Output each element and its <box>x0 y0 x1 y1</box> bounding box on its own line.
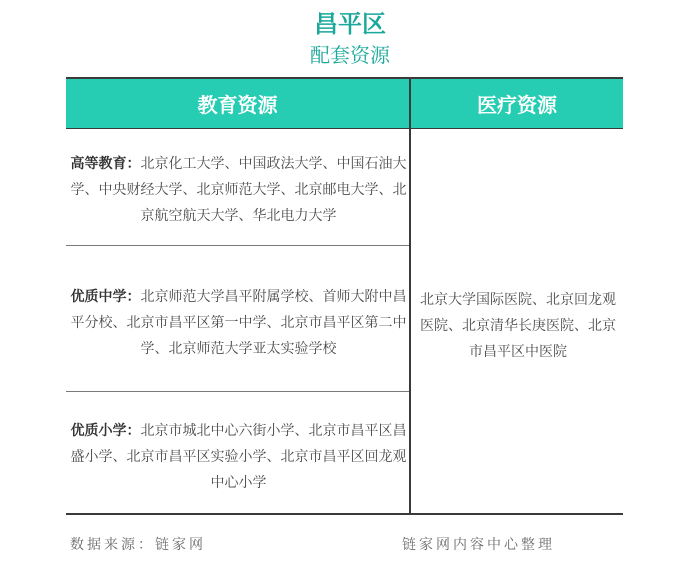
data-source-note: 数据来源：链家网 <box>70 537 206 553</box>
row-divider <box>66 245 409 246</box>
page-subtitle: 配套资源 <box>310 43 390 67</box>
row-divider <box>66 391 409 392</box>
row-text: 北京市城北中心六街小学、北京市昌平区昌盛小学、北京市昌平区实验小学、北京市昌平区回龙观中心小学 <box>70 423 407 491</box>
row-label: 优质小学： <box>70 423 141 439</box>
column-header-education: 教育资源 <box>66 79 409 128</box>
table-bottom-rule <box>66 513 623 515</box>
page-title: 昌平区 <box>314 10 386 38</box>
row-text: 北京化工大学、中国政法大学、中国石油大学、中央财经大学、北京师范大学、北京邮电大学、北京航空航天大学、华北电力大学 <box>70 156 407 224</box>
column-divider <box>409 79 411 513</box>
header-divider <box>66 128 623 129</box>
row-label: 高等教育： <box>70 156 141 172</box>
education-row-primary <box>70 418 407 496</box>
resources-table <box>66 77 623 517</box>
row-label: 优质中学： <box>70 289 141 305</box>
column-header-medical: 医疗资源 <box>411 79 623 128</box>
education-row-middle <box>70 284 407 362</box>
medical-resources-text: 北京大学国际医院、北京回龙观医院、北京清华长庚医院、北京市昌平区中医院 <box>420 292 616 360</box>
compiled-by-note: 链家网内容中心整理 <box>402 537 555 553</box>
row-text: 北京师范大学昌平附属学校、首师大附中昌平分校、北京市昌平区第一中学、北京市昌平区第二中学、北京师范大学亚太实验学校 <box>70 289 407 357</box>
education-row-higher <box>70 151 407 229</box>
